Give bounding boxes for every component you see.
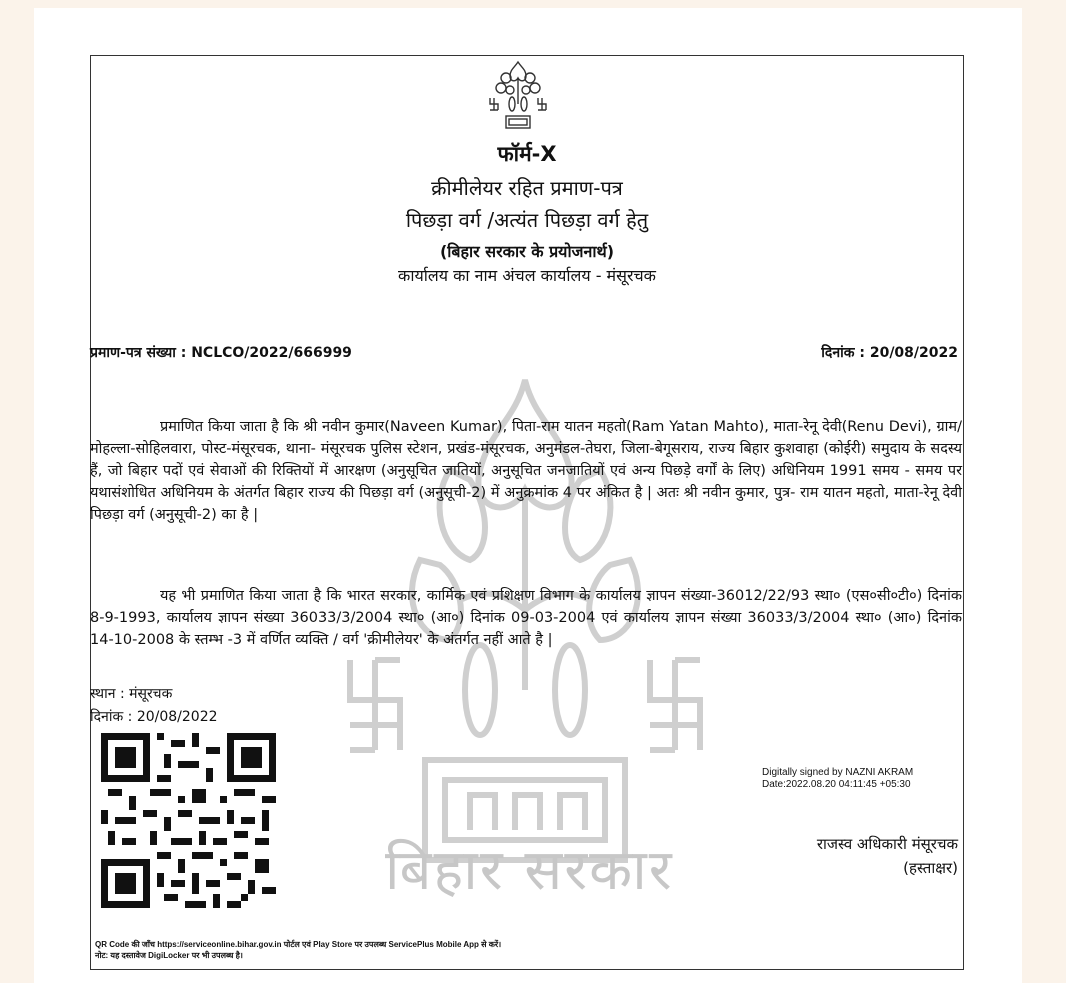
watermark-text: बिहार सरकार bbox=[385, 838, 674, 903]
signature-label: (हस्ताक्षर) bbox=[903, 859, 958, 877]
digilocker-note: नोट: यह दस्तावेज DigiLocker पर भी उपलब्ध है। bbox=[95, 951, 243, 960]
purpose-line: (बिहार सरकार के प्रयोजनार्थ) bbox=[439, 242, 615, 261]
body-paragraph-2: यह भी प्रमाणित किया जाता है कि भारत सरकार, कार्मिक एवं प्रशिक्षण विभाग के कार्यालय ज्ञापन संख्या-36012/22/93 स्था० (एस०सी०टी०) दिनांक 8-9-1993, कार्यालय ज्ञापन संख्या 36033/3/2004 स्था० (आ०) दिनांक 09-03-2004 एवं कार्यालय ज्ञापन संख्या 36033/3/2004 स्था० (आ०) दिनांक 14-10-2008 के स्तम्भ -3 में वर्णित व्यक्ति / वर्ग 'क्रीमीलेयर' के अंतर्गत नहीं आते है | bbox=[90, 588, 962, 648]
form-title: फॉर्म-X bbox=[497, 142, 557, 166]
body-paragraph-1: प्रमाणित किया जाता है कि श्री नवीन कुमार(Naveen Kumar), पिता-राम यातन महतो(Ram Yatan Mahto), माता-रेनू देवी(Renu Devi), ग्राम/मोहल्ला-सोहिलवारा, पोस्ट-मंसूरचक, थाना- मंसूरचक पुलिस स्टेशन, प्रखंड-मंसूरचक, अनुमंडल-तेघरा, जिला-बेगूसराय, राज्य बिहार कुशवाहा (कोईरी) समुदाय के सदस्य हैं, जो बिहार पदों एवं सेवाओं की रिक्तियों में आरक्षण (अनुसूचित जातियों, अनुसूचित जनजातियों एवं अन्य पिछड़े वर्गों के लिए) अधिनियम 1991 समय - समय पर यथासंशोधित अधिनियम के अंतर्गत बिहार राज्य की पिछड़ा वर्ग (अनुसूची-2) में अनुक्रमांक 4 पर अंकित है | अतः श्री नवीन कुमार, पुत्र- राम यातन महतो, माता-रेनू देवी पिछड़ा वर्ग (अनुसूची-2) का है | bbox=[90, 419, 962, 523]
certificate-title: क्रीमीलेयर रहित प्रमाण-पत्र bbox=[431, 176, 623, 200]
qr-code bbox=[101, 733, 276, 908]
issue-date-label: दिनांक : 20/08/2022 bbox=[90, 709, 218, 725]
officer-designation: राजस्व अधिकारी मंसूरचक bbox=[816, 835, 958, 853]
office-name: कार्यालय का नाम अंचल कार्यालय - मंसूरचक bbox=[398, 266, 656, 285]
certificate-subtitle: पिछड़ा वर्ग /अत्यंत पिछड़ा वर्ग हेतु bbox=[405, 208, 649, 232]
digital-signature-date: Date:2022.08.20 04:11:45 +05:30 bbox=[762, 779, 911, 790]
qr-verification-note: QR Code की जाँच https://serviceonline.bihar.gov.in पोर्टल एवं Play Store पर उपलब्ध ServicePlus Mobile App से करें। bbox=[95, 940, 502, 949]
certificate-date: दिनांक : 20/08/2022 bbox=[821, 345, 958, 361]
bihar-emblem-logo bbox=[486, 58, 550, 136]
place-label: स्थान : मंसूरचक bbox=[90, 686, 173, 702]
certificate-number: प्रमाण-पत्र संख्या : NCLCO/2022/666999 bbox=[90, 345, 352, 361]
digital-signature-name: Digitally signed by NAZNI AKRAM bbox=[762, 767, 914, 778]
